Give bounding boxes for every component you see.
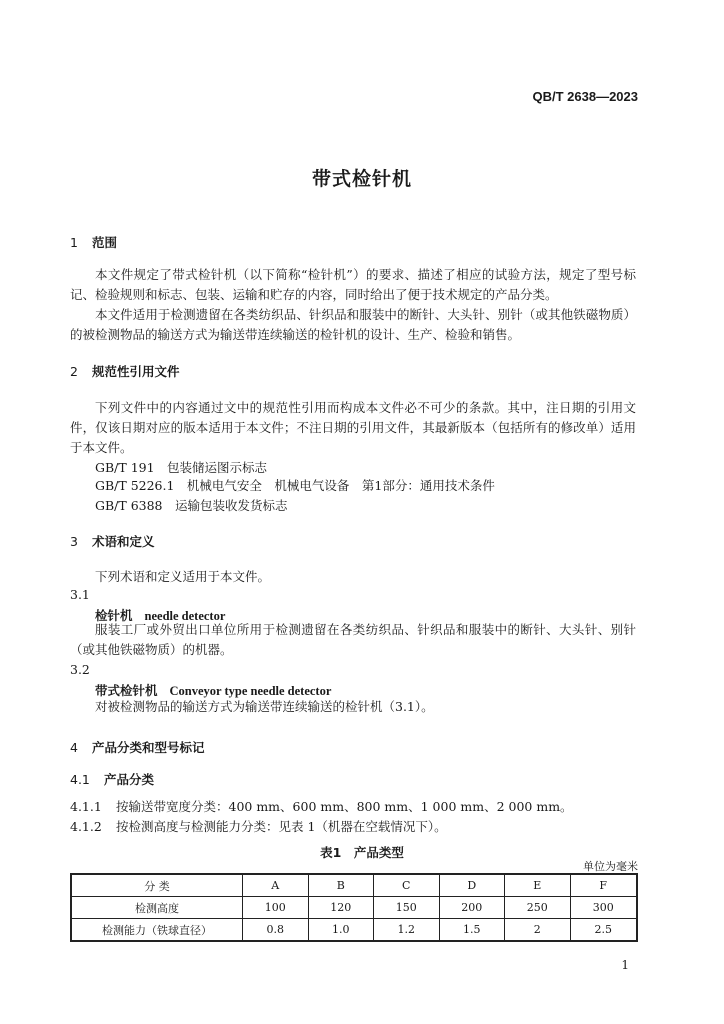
term-3-1: 检针机 needle detector <box>95 608 226 623</box>
table-cell: 1.0 <box>308 919 374 942</box>
table-1-title: 表1 产品类型 <box>320 845 404 860</box>
table-cell: 检测能力（铁球直径） <box>71 919 243 942</box>
section-4-heading: 4 产品分类和型号标记 <box>70 740 205 755</box>
product-type-table <box>70 873 638 942</box>
table-header-cell: E <box>505 874 571 897</box>
table-cell: 1.5 <box>439 919 505 942</box>
table-header-cell: F <box>570 874 637 897</box>
table-row <box>71 919 637 942</box>
section-3-para-1: 下列术语和定义适用于本文件。 <box>95 569 271 584</box>
section-1-heading: 1 范围 <box>70 235 118 250</box>
table-cell: 1.2 <box>374 919 440 942</box>
table-cell: 检测高度 <box>71 897 243 919</box>
section-2-heading: 2 规范性引用文件 <box>70 364 180 379</box>
table-cell: 250 <box>505 897 571 919</box>
table-header-cell: D <box>439 874 505 897</box>
document-title: 带式检针机 <box>311 168 412 190</box>
table-row <box>71 897 637 919</box>
section-1-para-2: 本文件适用于检测遗留在各类纺织品、针织品和服装中的断针、大头针、别针（或其他铁磁物质）的被检测物品的输送方式为输送带连续输送的检针机的设计、生产、检验和销售。 <box>70 307 636 342</box>
table-cell: 200 <box>439 897 505 919</box>
section-3-heading: 3 术语和定义 <box>70 534 155 549</box>
table-cell: 2 <box>505 919 571 942</box>
term-3-1-number: 3.1 <box>70 587 90 602</box>
table-cell: 300 <box>570 897 637 919</box>
table-header-cell: A <box>243 874 309 897</box>
term-3-1-definition: 服装工厂或外贸出口单位所用于检测遗留在各类纺织品、针织品和服装中的断针、大头针、别针（或其他铁磁物质）的机器。 <box>70 622 636 657</box>
table-cell: 2.5 <box>570 919 637 942</box>
term-3-2-definition: 对被检测物品的输送方式为输送带连续输送的检针机（3.1）。 <box>95 699 434 714</box>
term-3-2: 带式检针机 Conveyor type needle detector <box>95 683 332 698</box>
section-2-para-1: 下列文件中的内容通过文中的规范性引用而构成本文件必不可少的条款。其中，注日期的引用文件，仅该日期对应的版本适用于本文件；不注日期的引用文件，其最新版本（包括所有的修改单）适用于本文件。 <box>70 400 636 455</box>
table-header-cell: 分 类 <box>71 874 243 897</box>
table-cell: 100 <box>243 897 309 919</box>
table-cell: 120 <box>308 897 374 919</box>
table-header-row <box>71 874 637 897</box>
table-cell: 150 <box>374 897 440 919</box>
table-header-cell: C <box>374 874 440 897</box>
table-header-cell: B <box>308 874 374 897</box>
reference-gbt6388: GB/T 6388 运输包装收发货标志 <box>95 498 288 513</box>
section-4-1-heading: 4.1 产品分类 <box>70 772 155 787</box>
page-number: 1 <box>621 958 629 972</box>
table-unit-note: 单位为毫米 <box>583 860 638 873</box>
clause-4-1-1: 4.1.1 按输送带宽度分类：400 mm、600 mm、800 mm、1 000 mm、2 000 mm。 <box>70 799 573 814</box>
reference-gbt5226: GB/T 5226.1 机械电气安全 机械电气设备 第1部分：通用技术条件 <box>95 478 495 493</box>
document-code: QB/T 2638—2023 <box>532 89 638 104</box>
section-1-para-1: 本文件规定了带式检针机（以下简称“检针机”）的要求、描述了相应的试验方法，规定了型号标记、检验规则和标志、包装、运输和贮存的内容，同时给出了便于技术规定的产品分类。 <box>70 267 636 302</box>
term-3-2-number: 3.2 <box>70 662 90 677</box>
reference-gbt191: GB/T 191 包装储运图示标志 <box>95 460 268 475</box>
table-cell: 0.8 <box>243 919 309 942</box>
clause-4-1-2: 4.1.2 按检测高度与检测能力分类：见表 1（机器在空载情况下）。 <box>70 819 447 834</box>
